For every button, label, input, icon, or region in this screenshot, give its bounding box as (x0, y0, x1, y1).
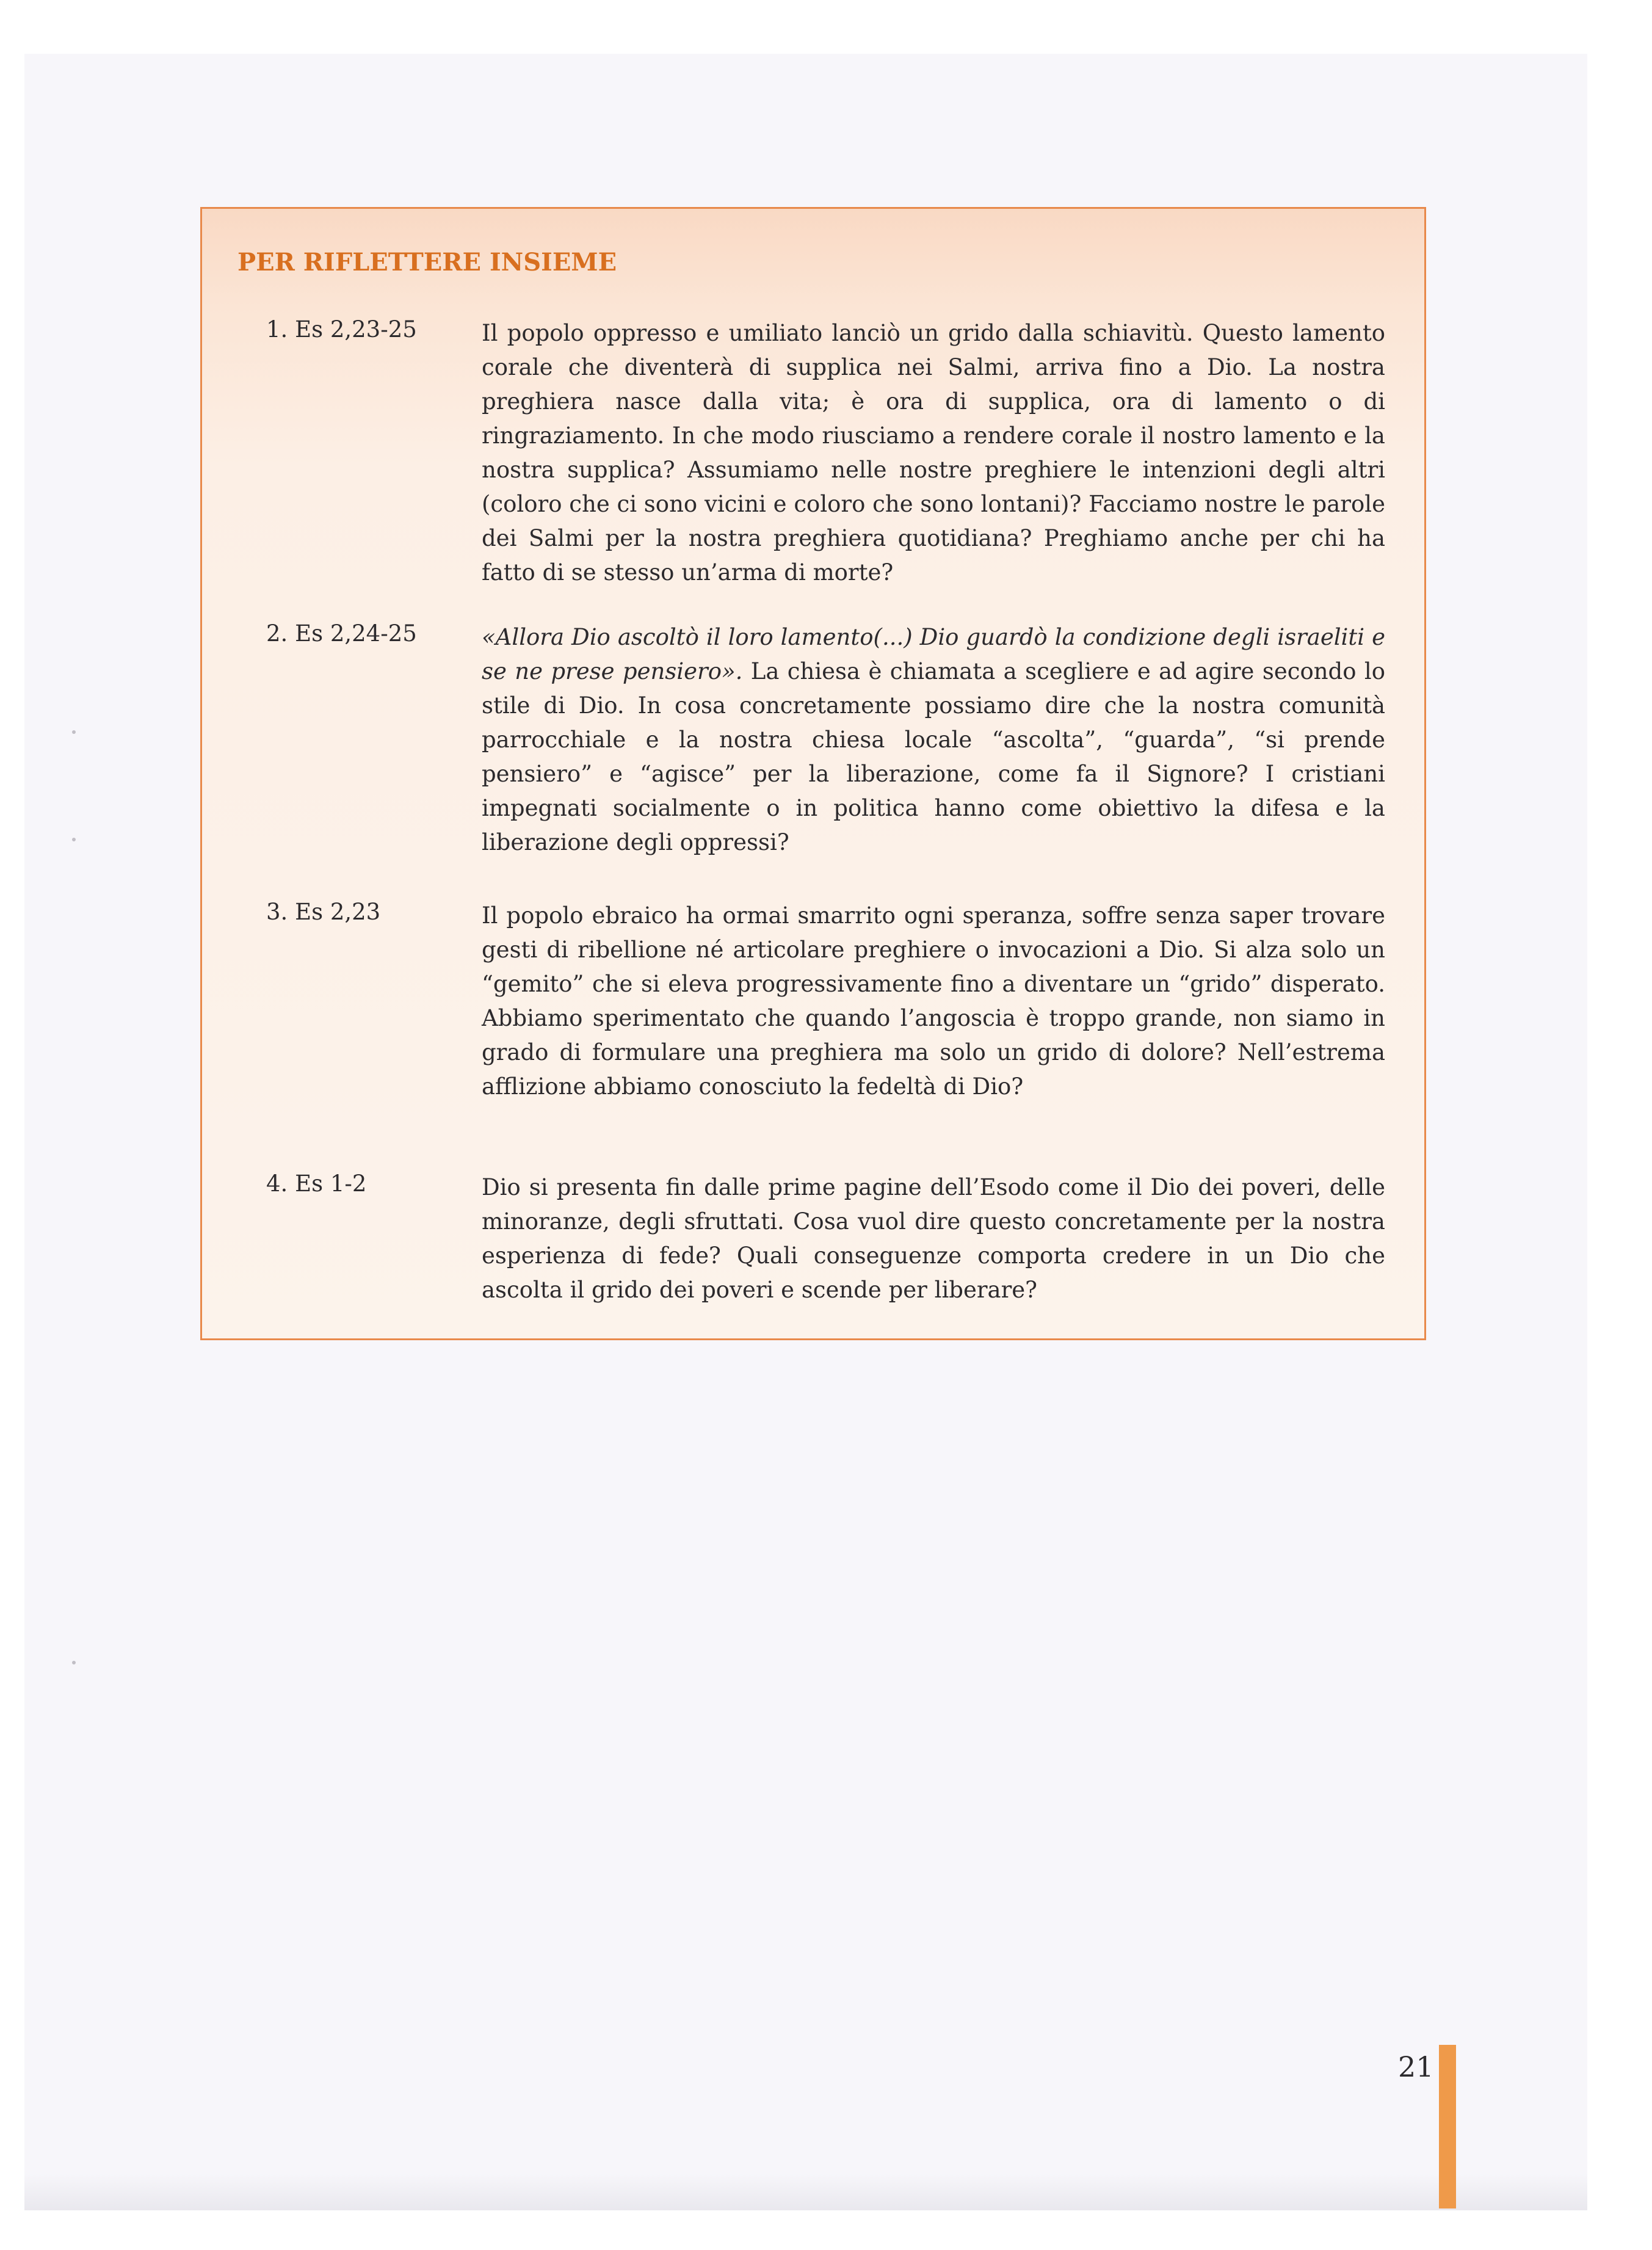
scan-speck (72, 1661, 76, 1664)
page-edge-shadow (24, 2174, 1587, 2210)
reflection-body: La chiesa è chiamata a scegliere e ad agire secondo lo stile di Dio. In cosa concretamente possiamo dire che la nostra comunità parrocchiale e la nostra chiesa locale “ascolta”, “guarda”, “si prende pensiero” e “agisce” per la liberazione, come fa il Signore? I cristiani impegnati socialmente o in politica hanno come obiettivo la difesa e la liberazione degli oppressi? (482, 658, 1385, 855)
scripture-reference: 4. Es 1-2 (266, 1170, 367, 1197)
reflection-text (482, 620, 1385, 860)
reflection-text (482, 1170, 1385, 1307)
page-edge-bar (1439, 2045, 1456, 2208)
page-number: 21 (1398, 2050, 1434, 2083)
scripture-quote: «Allora Dio ascoltò il loro lamento(...) Dio guardò la condizione degli israeliti e se ne prese pensiero». (482, 624, 1385, 684)
reflection-text (482, 899, 1385, 1104)
reflection-box (200, 207, 1426, 1340)
reflection-paragraph: Il popolo oppresso e umiliato lanciò un grido dalla schiavitù. Questo lamento corale che diventerà di supplica nei Salmi, arriva fino a Dio. La nostra preghiera nasce dalla vita; è ora di supplica, ora di lamento o di ringraziamento. In che modo riusciamo a rendere corale il nostro lamento e la nostra supplica? Assumiamo nelle nostre preghiere le intenzioni degli altri (coloro che ci sono vicini e coloro che sono lontani)? Facciamo nostre le parole dei Salmi per la nostra preghiera quotidiana? Preghiamo anche per chi ha fatto di se stesso un’arma di morte? (482, 320, 1385, 586)
scripture-reference: 3. Es 2,23 (266, 899, 381, 925)
reflection-paragraph (482, 620, 1385, 860)
reflection-text (482, 316, 1385, 590)
scripture-reference: 2. Es 2,24-25 (266, 620, 417, 647)
scripture-reference: 1. Es 2,23-25 (266, 316, 417, 343)
box-title: PER RIFLETTERE INSIEME (237, 248, 617, 277)
scan-speck (72, 730, 76, 734)
reflection-paragraph: Il popolo ebraico ha ormai smarrito ogni speranza, soffre senza saper trovare gesti di ribellione né articolare preghiere o invocazioni a Dio. Si alza solo un “gemito” che si eleva progressivamente fino a diventare un “grido” disperato. Abbiamo sperimentato che quando l’angoscia è troppo grande, non siamo in grado di formulare una preghiera ma solo un grido di dolore? Nell’estrema afflizione abbiamo conosciuto la fedeltà di Dio? (482, 902, 1385, 1100)
scan-speck (72, 838, 76, 841)
reflection-paragraph: Dio si presenta fin dalle prime pagine dell’Esodo come il Dio dei poveri, delle minoranze, degli sfruttati. Cosa vuol dire questo concretamente per la nostra esperienza di fede? Quali conseguenze comporta credere in un Dio che ascolta il grido dei poveri e scende per liberare? (482, 1174, 1385, 1303)
